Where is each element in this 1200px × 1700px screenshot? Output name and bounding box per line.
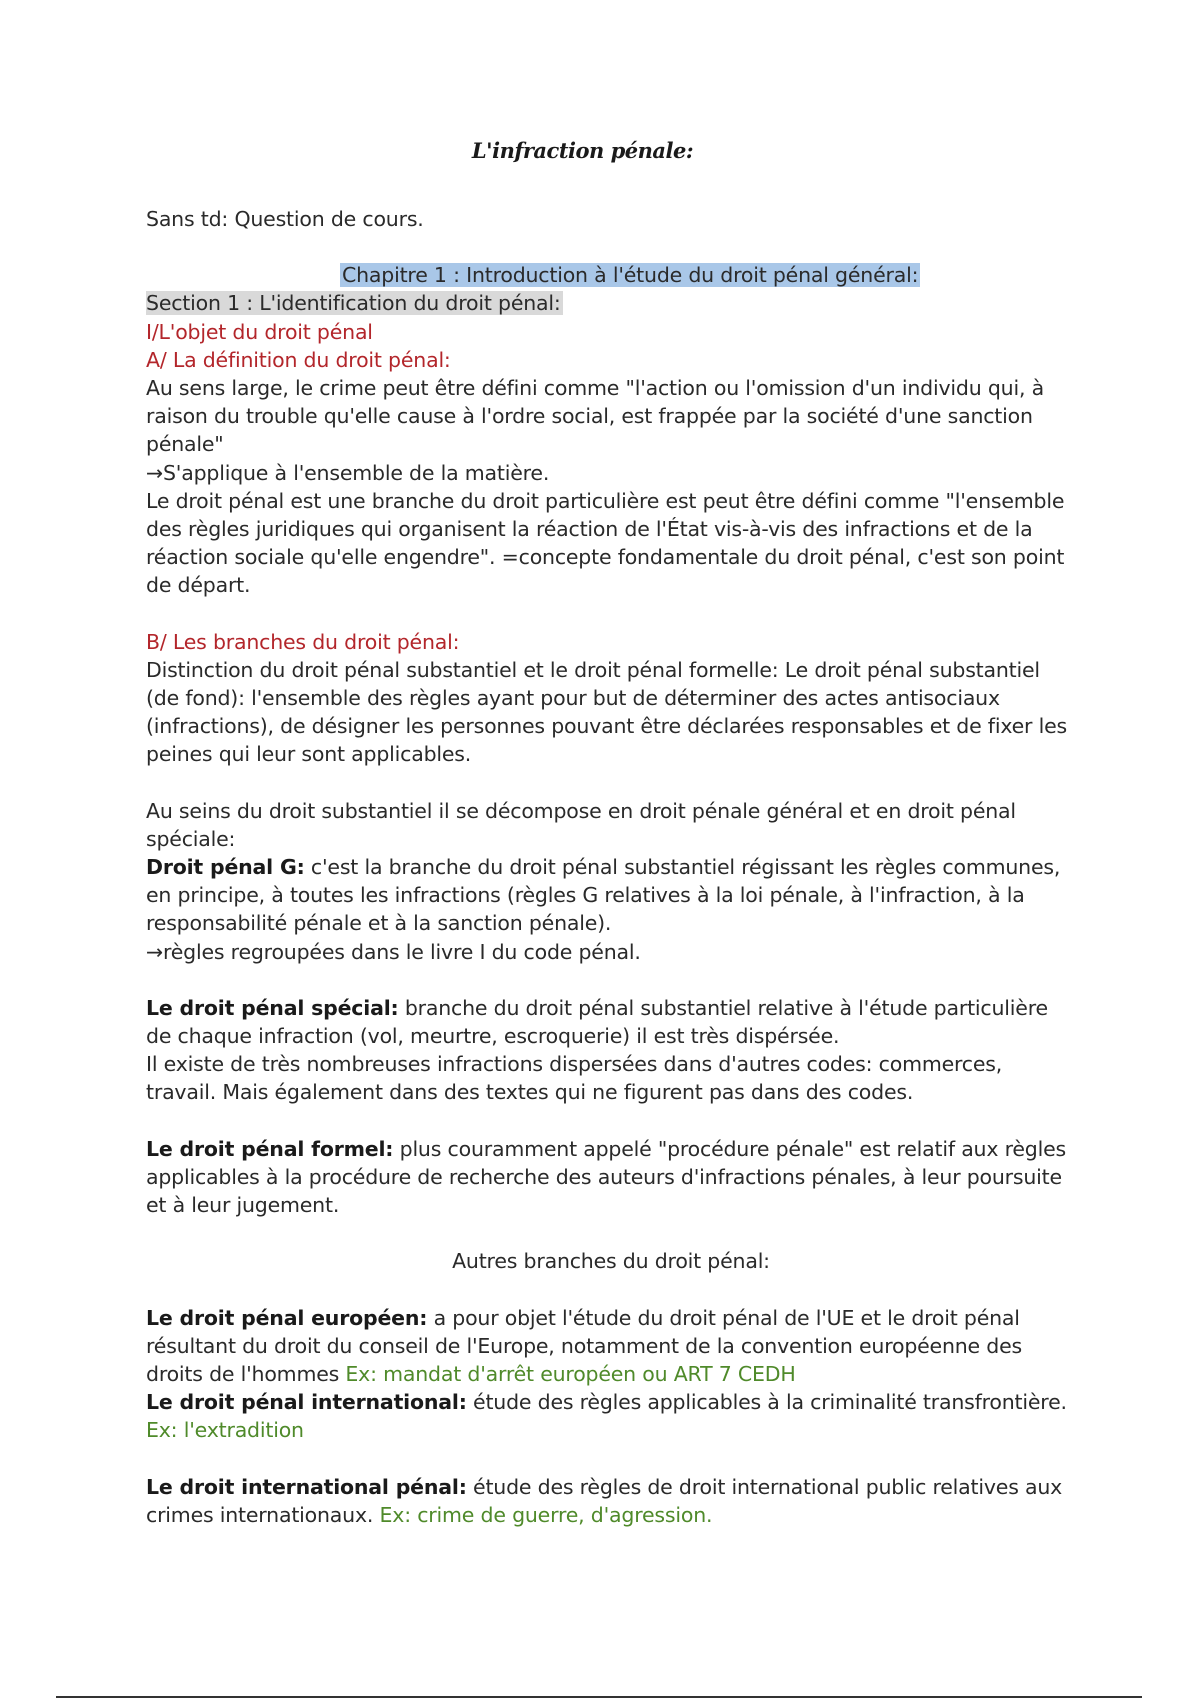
autres-branches-heading: Autres branches du droit pénal:	[452, 1249, 770, 1274]
international-paragraph	[146, 1388, 1076, 1444]
general-arrow-line: →règles regroupées dans le livre I du code pénal.	[146, 939, 641, 964]
definition-paragraph: Au sens large, le crime peut être défini comme "l'action ou l'omission d'un individu qui, à raison du trouble qu'elle cause à l'ordre social, est frappée par la société d'une sanction pénale"	[146, 376, 1044, 457]
chapter-heading: Chapitre 1 : Introduction à l'étude du droit pénal général:	[342, 263, 919, 288]
international-example: Ex: l'extradition	[146, 1418, 304, 1443]
formel-text: plus couramment appelé "procédure pénale" est relatif aux règles applicables à la procédure de recherche des auteurs d'infractions pénales, à leur poursuite et à leur jugement.	[146, 1136, 1066, 1218]
europeen-text: a pour objet l'étude du droit pénal de l'UE et le droit pénal résultant du droit du conseil de l'Europe, notamment de la convention européenne des droits de l'hommes	[146, 1305, 1022, 1386]
bottom-rule	[56, 1696, 1142, 1698]
special-paragraph-2: Il existe de très nombreuses infractions dispersées dans d'autres codes: commerces, travail. Mais également dans des textes qui ne figurent pas dans des codes.	[146, 1052, 1003, 1105]
international-term: Le droit pénal international:	[146, 1390, 467, 1415]
general-term: Droit pénal G:	[146, 855, 305, 880]
part-i-heading: I/L'objet du droit pénal	[146, 319, 373, 344]
branches-paragraph: Distinction du droit pénal substantiel et le droit pénal formelle: Le droit pénal substantiel (de fond): l'ensemble des règles ayant pour but de déterminer des actes antisociaux (infractions), de désigner les personnes pouvant être déclarées responsables et de fixer les peines qui leur sont applicables.	[146, 657, 1067, 767]
international-penal-example: Ex: crime de guerre, d'agression.	[379, 1502, 713, 1527]
europeen-example: Ex: mandat d'arrêt européen ou ART 7 CEDH	[345, 1361, 796, 1386]
intro-line: Sans td: Question de cours.	[146, 207, 424, 231]
special-text: branche du droit pénal substantiel relative à l'étude particulière de chaque infraction (vol, meurtre, escroquerie) il est très dispérsée.	[146, 995, 1048, 1049]
international-penal-paragraph	[146, 1473, 1076, 1529]
formel-term: Le droit pénal formel:	[146, 1136, 394, 1161]
europeen-term: Le droit pénal européen:	[146, 1305, 428, 1330]
section-heading-row	[146, 289, 1076, 317]
document-body	[146, 205, 1076, 1529]
special-term: Le droit pénal spécial:	[146, 995, 399, 1020]
europeen-paragraph	[146, 1304, 1076, 1389]
document-title: L'infraction pénale:	[471, 138, 694, 163]
general-text: c'est la branche du droit pénal substantiel régissant les règles communes, en principe, à toutes les infractions (règles G relatives à la loi pénale, à l'infraction, à la responsabilité pénale et à la sanction pénale).	[146, 855, 1061, 936]
general-paragraph	[146, 853, 1076, 938]
international-penal-text: étude des règles de droit international public relatives aux crimes internationaux.	[146, 1474, 1063, 1527]
international-text: étude des règles applicables à la criminalité transfrontière.	[466, 1390, 1067, 1415]
definition-arrow-line: →S'applique à l'ensemble de la matière.	[146, 460, 550, 485]
formel-paragraph	[146, 1135, 1076, 1220]
chapter-heading-row	[146, 261, 1076, 289]
special-paragraph	[146, 994, 1076, 1050]
section-heading: Section 1 : L'identification du droit pénal:	[146, 291, 561, 316]
subheading-a: A/ La définition du droit pénal:	[146, 347, 451, 372]
substantiel-paragraph: Au seins du droit substantiel il se décompose en droit pénale général et en droit pénal spéciale:	[146, 798, 1016, 851]
subheading-b: B/ Les branches du droit pénal:	[146, 629, 460, 654]
definition-paragraph-2: Le droit pénal est une branche du droit particulière est peut être défini comme "l'ensemble des règles juridiques qui organisent la réaction de l'État vis-à-vis des infractions et de la réaction sociale qu'elle engendre". =concepte fondamentale du droit pénal, c'est son point de départ.	[146, 488, 1065, 598]
international-penal-term: Le droit international pénal:	[146, 1474, 467, 1499]
